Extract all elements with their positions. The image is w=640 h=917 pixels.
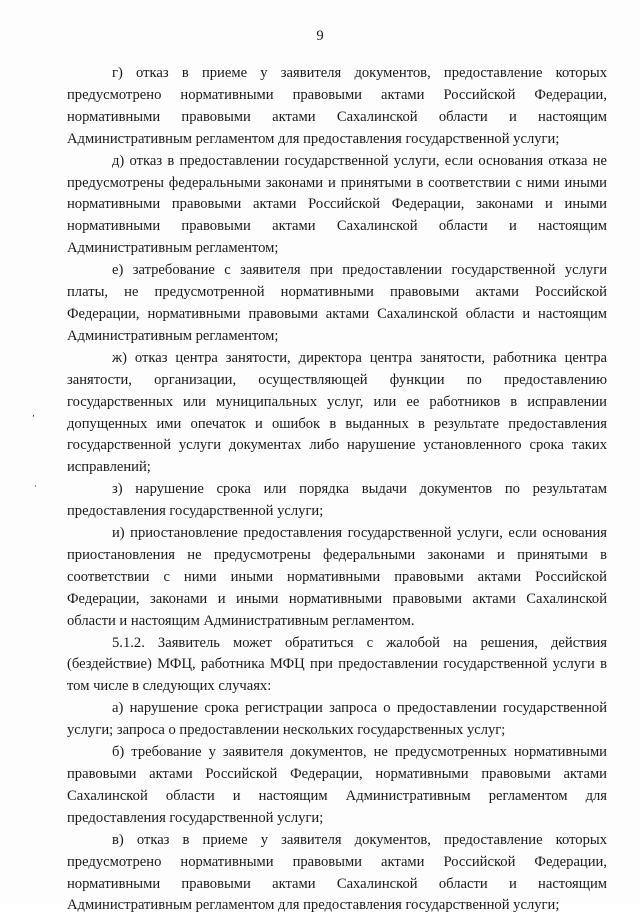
paragraph-item-e: е) затребование с заявителя при предоставлении государственной услуги платы, не предусмотренной нормативными правовыми актами Российской Федерации, нормативными правовыми актами Сахалинской области и настоящим Административным регламентом; [67, 262, 607, 344]
page-body [67, 63, 607, 917]
paragraph-item-i: и) приостановление предоставления государственной услуги, если основания приостановления не предусмотрены федеральными законами и принятыми в соответствии с ними иными нормативными правовыми актами Российской Федерации, законами и иными нормативными правовыми актами Сахалинской области и настоящим Административным регламентом. [67, 525, 607, 629]
scan-speck: , [32, 409, 35, 419]
paragraph-item-d: д) отказ в предоставлении государственной услуги, если основания отказа не предусмотрены федеральными законами и принятыми в соответствии с ними иными нормативными правовыми актами Российской Федерации, законами и иными нормативными правовыми актами Сахалинской области и настоящим Административным регламентом; [67, 152, 607, 257]
paragraph-item-zh: ж) отказ центра занятости, директора центра занятости, работника центра занятости, организации, осуществляющей функции по предоставлению государственных или муниципальных услуг, или ее работников в исправлении допущенных ими опечаток и ошибок в выданных в результате предоставления государственной услуги документах либо нарушение установленного срока таких исправлений; [67, 349, 607, 476]
scan-speck: · [34, 482, 37, 492]
page-number: 9 [316, 28, 324, 44]
paragraph-item-b: б) требование у заявителя документов, не предусмотренных нормативными правовыми актами Российской Федерации, нормативными правовыми актами Сахалинской области и настоящим Административным регламентом для предоставления государственной услуги; [67, 744, 607, 826]
paragraph-item-z: з) нарушение срока или порядка выдачи документов по результатам предоставления государственной услуги; [67, 481, 607, 520]
paragraph-section-5-1-2: 5.1.2. Заявитель может обратиться с жалобой на решения, действия (бездействие) МФЦ, работника МФЦ при предоставлении государственной услуги в том числе в следующих случаях: [67, 634, 607, 695]
paragraph-item-v: в) отказ в приеме у заявителя документов, предоставление которых предусмотрено нормативными правовыми актами Российской Федерации, нормативными правовыми актами Сахалинской области и настоящим Административным регламентом для предоставления государственной услуги; [67, 831, 607, 914]
paragraph-item-g: г) отказ в приеме у заявителя документов, предоставление которых предусмотрено нормативными правовыми актами Российской Федерации, нормативными правовыми актами Сахалинской области и настоящим Административным регламентом для предоставления государственной услуги; [67, 65, 607, 147]
paragraph-item-a: а) нарушение срока регистрации запроса о предоставлении государственной услуги; запроса о предоставлении нескольких государственных услуг; [67, 700, 607, 739]
